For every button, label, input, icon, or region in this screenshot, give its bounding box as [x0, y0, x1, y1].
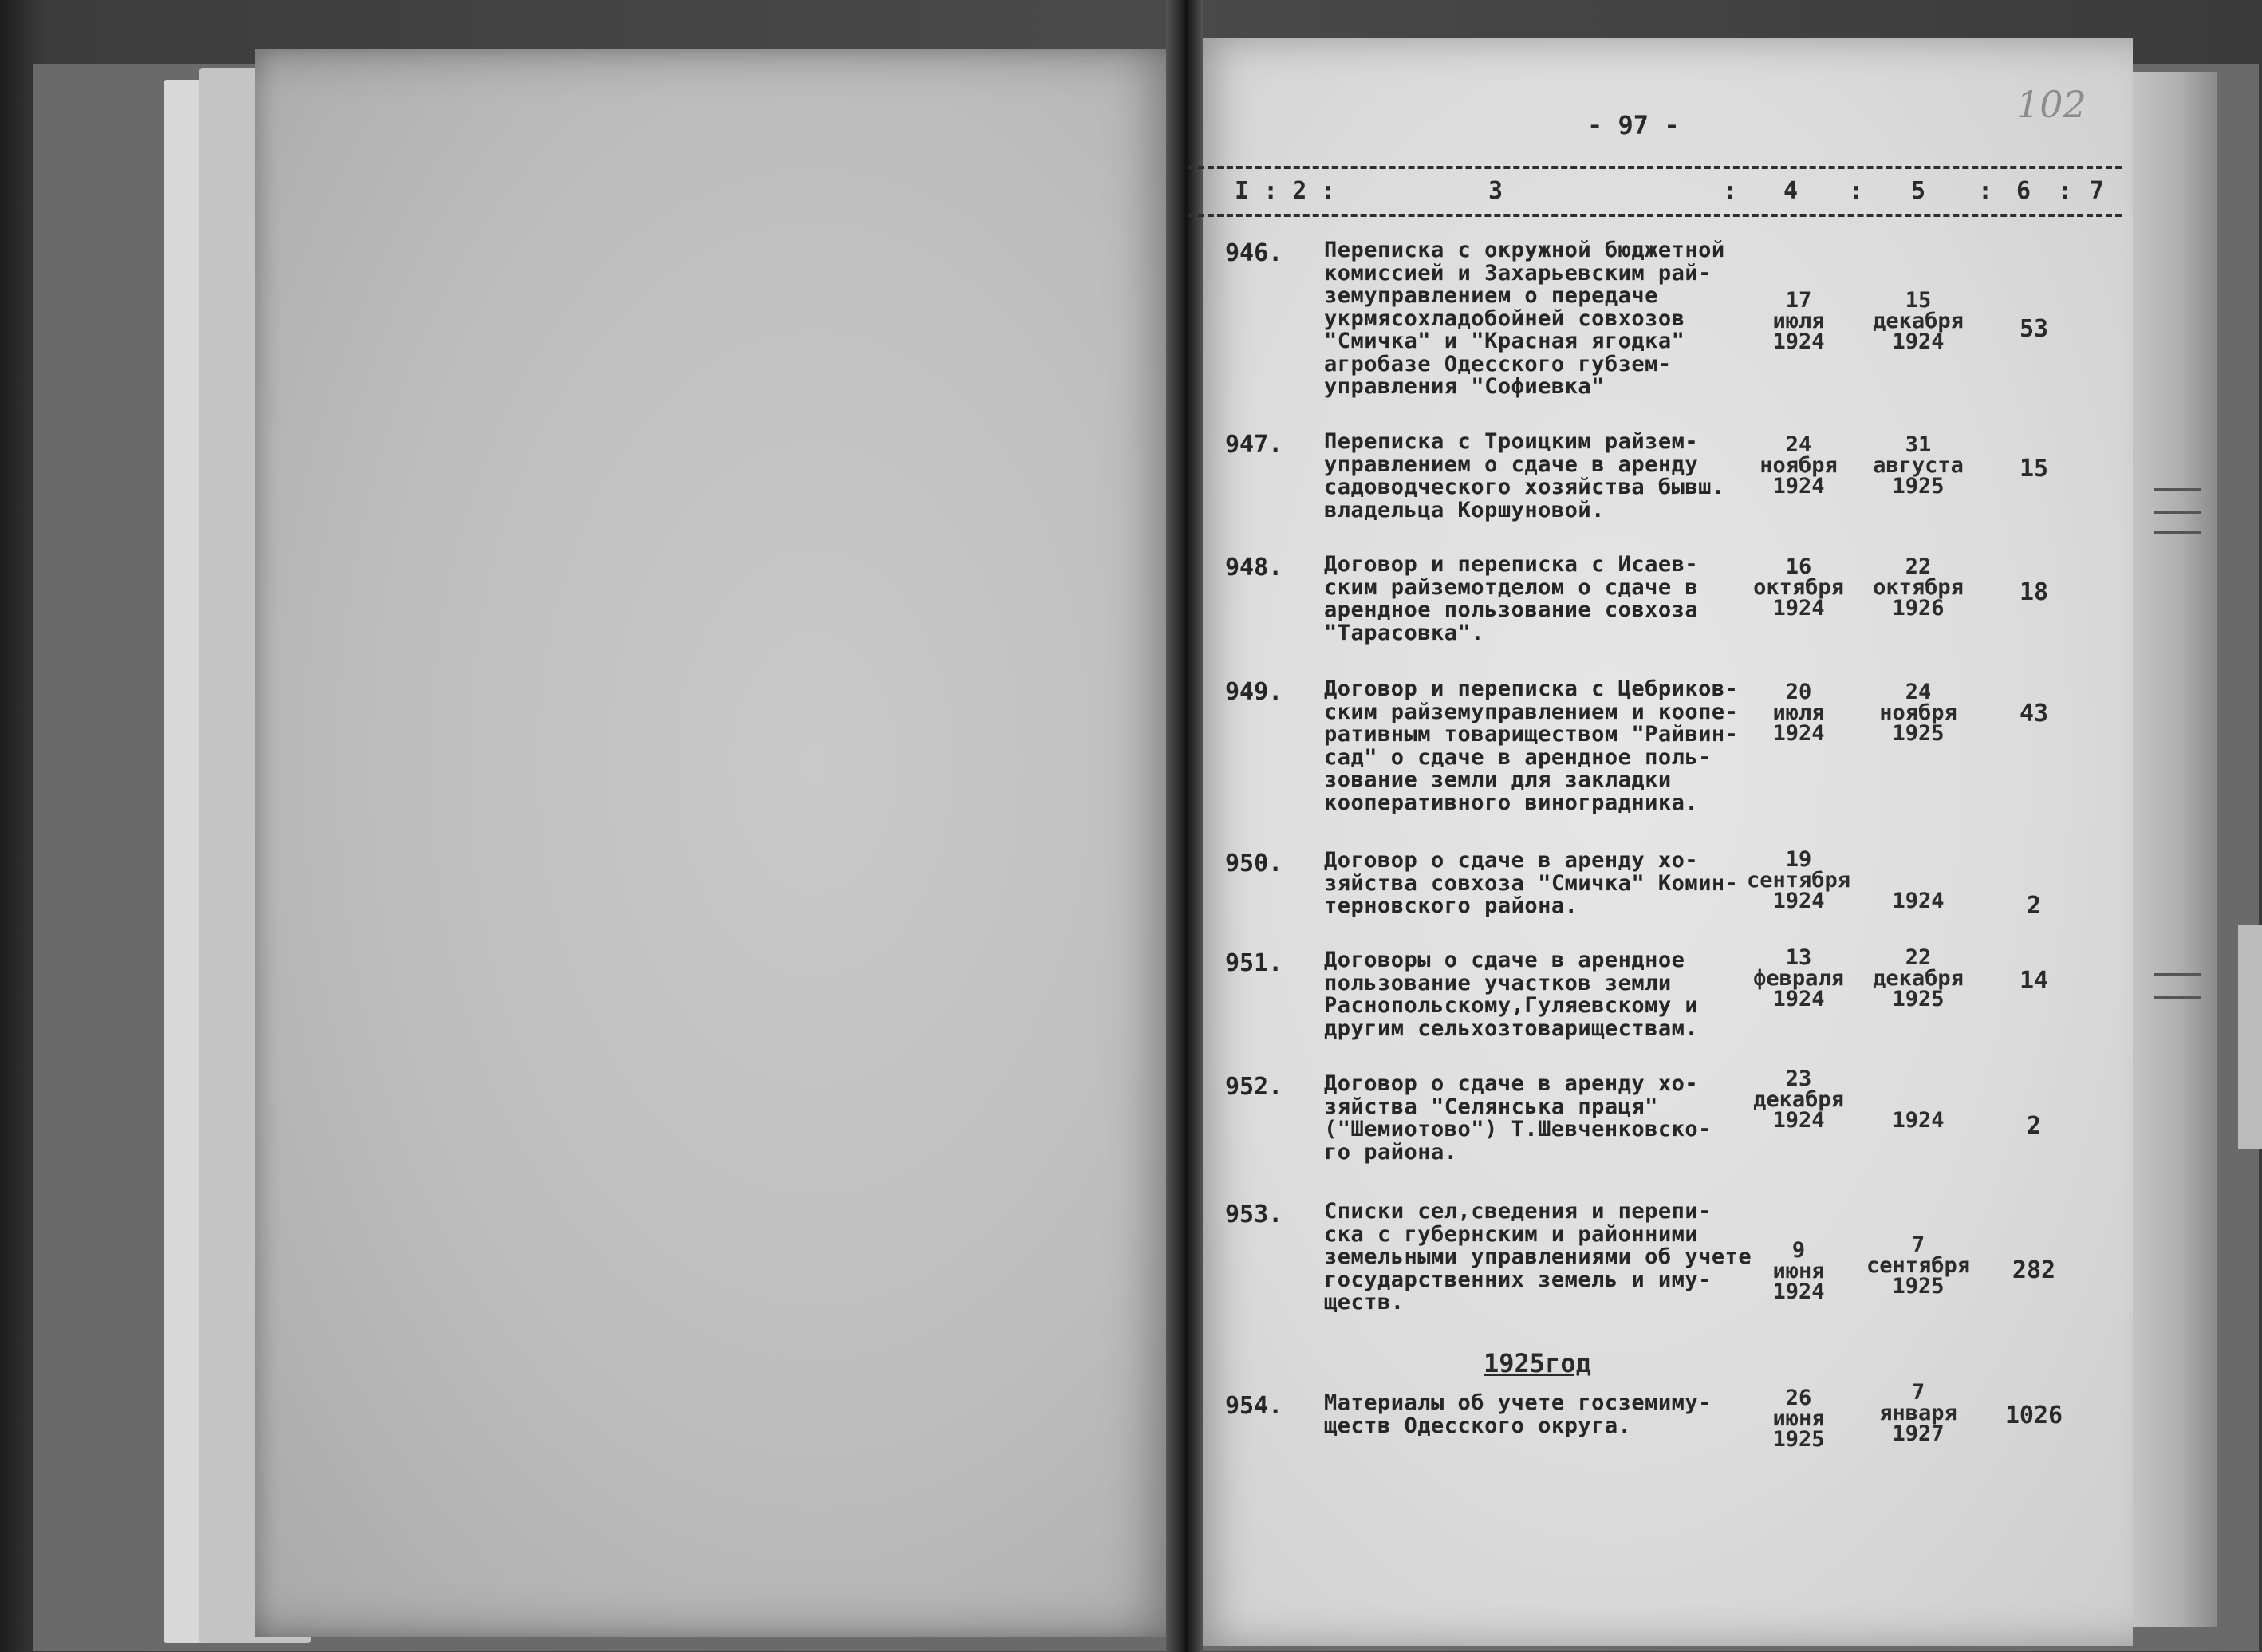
start-date-part: октября: [1753, 575, 1844, 600]
entry-title-line: сад" о сдаче в арендное поль-: [1324, 744, 1712, 770]
header-sep: :: [1723, 177, 1738, 205]
entry-title-line: зование земли для закладки: [1324, 767, 1672, 792]
end-date: [1850, 1232, 1986, 1299]
entry-number: 946.: [1225, 239, 1283, 267]
end-date-part: декабря: [1873, 966, 1964, 991]
entry-number: 949.: [1225, 678, 1283, 706]
entry-title-line: терновского района.: [1324, 893, 1578, 918]
start-date: [1731, 945, 1866, 1011]
entry-title-line: ществ Одесского округа.: [1324, 1413, 1632, 1438]
header-sep: :: [1849, 177, 1864, 205]
entry-number: 954.: [1225, 1392, 1283, 1420]
start-date-part: 13: [1785, 945, 1812, 970]
right-page-edges: [2122, 72, 2217, 1627]
entry-title-line: ществ.: [1324, 1290, 1405, 1315]
header-sep: :: [1978, 177, 1993, 205]
entry-number: 950.: [1225, 850, 1283, 877]
start-date-part: 24: [1785, 432, 1812, 457]
sheet-count: 18: [2019, 578, 2049, 606]
header-rule-top: [1188, 166, 2122, 169]
edge-mark: [2154, 996, 2201, 999]
start-date-part: июля: [1772, 309, 1825, 333]
end-date-part: 7: [1911, 1380, 1925, 1405]
end-date-part: 1924: [1892, 889, 1945, 913]
left-page-blank: [255, 49, 1187, 1637]
end-date: [1850, 432, 1986, 499]
start-date: [1731, 682, 1866, 744]
start-date: [1731, 1388, 1866, 1450]
header-col-5: 5: [1911, 177, 1926, 205]
entry-title-line: земельными управлениями об учете: [1324, 1244, 1752, 1269]
edge-mark: [2154, 973, 2201, 976]
end-date-part: 1927: [1892, 1421, 1945, 1446]
header-col-7: 7: [2090, 177, 2105, 205]
end-date: [1850, 290, 1986, 353]
start-date-part: 9: [1791, 1238, 1806, 1263]
entry-title-line: кооперативного виноградника.: [1324, 790, 1699, 815]
book-gutter: [1166, 0, 1203, 1652]
start-date-part: 16: [1785, 554, 1812, 579]
end-date: [1850, 1069, 1986, 1131]
entry-title-line: зяйства "Селянська праця": [1324, 1094, 1658, 1119]
entry-title-line: Договор о сдаче в аренду хо-: [1324, 848, 1699, 873]
entry-title-line: государственних земель и иму-: [1324, 1267, 1712, 1292]
entry-title-line: Списки сел,сведения и перепи-: [1324, 1199, 1712, 1224]
end-date-part: 7: [1911, 1232, 1925, 1257]
section-heading-1925: 1925год: [1484, 1348, 1591, 1378]
start-date-part: 20: [1785, 680, 1812, 704]
entry-title-line: владельца Коршуновой.: [1324, 497, 1605, 522]
end-date-part: 1925: [1892, 987, 1945, 1011]
end-date-part: 31: [1905, 432, 1932, 457]
header-col-4: 4: [1783, 177, 1799, 205]
end-date: [1850, 850, 1986, 912]
entry-title-line: "Тарасовка".: [1324, 620, 1485, 645]
start-date-part: 1924: [1772, 987, 1825, 1011]
entry-title-line: Договор и переписка с Исаев-: [1324, 552, 1699, 577]
header-col-1-2: I : 2 :: [1235, 177, 1336, 205]
start-date-part: февраля: [1753, 966, 1844, 991]
end-date-part: 22: [1905, 945, 1932, 970]
sheet-count: 43: [2019, 700, 2049, 727]
entry-title-line: арендное пользование совхоза: [1324, 597, 1699, 622]
end-date-part: 1925: [1892, 721, 1945, 746]
edge-mark: [2154, 511, 2201, 514]
entry-title-line: агробазе Одесского губзем-: [1324, 351, 1672, 377]
end-date-part: сентября: [1866, 1253, 1971, 1278]
entry-title-line: ским райземуправлением и коопе-: [1324, 699, 1739, 724]
header-col-6: 6: [2016, 177, 2031, 205]
entry-title-line: Договор о сдаче в аренду хо-: [1324, 1071, 1699, 1096]
end-date-part: 1925: [1892, 474, 1945, 499]
header-sep: :: [2058, 177, 2073, 205]
start-date-part: декабря: [1753, 1087, 1844, 1112]
start-date-part: 26: [1785, 1386, 1812, 1410]
end-date: [1850, 1382, 1986, 1445]
entry-title-line: управления "Софиевка": [1324, 374, 1605, 399]
end-date-part: 1925: [1892, 1274, 1945, 1299]
end-date: [1850, 682, 1986, 744]
start-date-part: 1924: [1772, 1108, 1825, 1133]
header-col-3: 3: [1488, 177, 1503, 205]
start-date-part: 23: [1785, 1067, 1812, 1091]
sheet-count: 53: [2019, 315, 2049, 343]
header-rule-bottom: [1188, 214, 2122, 217]
entry-title-line: ративным товариществом "Райвин-: [1324, 722, 1739, 747]
end-date-part: 24: [1905, 680, 1932, 704]
entry-title-line: земуправлением о передаче: [1324, 283, 1658, 308]
entry-title-line: ска с губернским и районними: [1324, 1221, 1699, 1247]
end-date-part: 1924: [1892, 1108, 1945, 1133]
start-date-part: 1924: [1772, 329, 1825, 354]
entry-title-line: Договоры о сдаче в арендное: [1324, 948, 1685, 972]
entry-title-line: го района.: [1324, 1139, 1458, 1165]
start-date-part: 19: [1785, 847, 1812, 872]
end-date-part: 15: [1905, 288, 1932, 313]
edge-mark: [2154, 531, 2201, 534]
entry-title-line: зяйства совхоза "Смичка" Комин-: [1324, 870, 1739, 896]
end-date-part: ноября: [1879, 700, 1957, 725]
start-date: [1731, 432, 1866, 499]
start-date: [1731, 1069, 1866, 1131]
entry-title-line: Переписка с окружной бюджетной: [1324, 238, 1725, 262]
sheet-count: 282: [2012, 1256, 2056, 1284]
entry-title-line: пользование участков земли: [1324, 970, 1672, 996]
entry-number: 948.: [1225, 554, 1283, 582]
entry-title-line: "Смичка" и "Красная ягодка": [1324, 329, 1685, 353]
start-date-part: 1925: [1772, 1427, 1825, 1452]
end-date-part: 22: [1905, 554, 1932, 579]
start-date-part: 1924: [1772, 1279, 1825, 1304]
start-date: [1731, 847, 1866, 913]
end-date-part: октября: [1873, 575, 1964, 600]
start-date: [1731, 1240, 1866, 1303]
start-date-part: 1924: [1772, 721, 1825, 746]
sheet-count: 15: [2019, 455, 2049, 483]
paper-tab: [2238, 925, 2262, 1149]
entry-title-line: Договор и переписка с Цебриков-: [1324, 676, 1739, 701]
entry-title-line: садоводческого хозяйства бывш.: [1324, 475, 1725, 499]
start-date: [1731, 290, 1866, 353]
start-date-part: 17: [1785, 288, 1812, 313]
sheet-count: 14: [2019, 967, 2049, 995]
entry-title-line: Материалы об учете госземиму-: [1324, 1390, 1712, 1415]
start-date-part: 1924: [1772, 474, 1825, 499]
end-date-part: января: [1879, 1401, 1957, 1425]
start-date-part: ноября: [1760, 453, 1838, 478]
start-date: [1731, 554, 1866, 621]
entry-number: 953.: [1225, 1201, 1283, 1228]
entry-title-line: Раснопольскому,Гуляевскому и: [1324, 993, 1699, 1018]
start-date-part: июля: [1772, 700, 1825, 725]
end-date: [1850, 554, 1986, 621]
start-date-part: июня: [1772, 1259, 1825, 1283]
entry-title-line: комиссией и Захарьевским рай-: [1324, 260, 1712, 286]
start-date-part: 1924: [1772, 889, 1825, 913]
end-date-part: 1926: [1892, 596, 1945, 621]
entry-number: 947.: [1225, 431, 1283, 459]
sheet-count: 2: [2026, 1112, 2042, 1140]
end-date-part: августа: [1873, 453, 1964, 478]
start-date-part: июня: [1772, 1406, 1825, 1431]
end-date: [1850, 945, 1986, 1011]
end-date-part: 1924: [1892, 329, 1945, 354]
folio-number: 102: [2016, 83, 2087, 126]
entry-title-line: другим сельхозтовариществам.: [1324, 1015, 1699, 1041]
start-date-part: 1924: [1772, 596, 1825, 621]
entry-number: 951.: [1225, 949, 1283, 977]
page-number: - 97 -: [1587, 110, 1680, 140]
sheet-count: 1026: [2004, 1402, 2063, 1429]
entry-title-line: управлением о сдаче в аренду: [1324, 451, 1699, 477]
end-date-part: декабря: [1873, 309, 1964, 333]
sheet-count: 2: [2026, 892, 2042, 920]
entry-title-line: ("Шемиотово") Т.Шевченковско-: [1324, 1117, 1712, 1141]
entry-title-line: Переписка с Троицким райзем-: [1324, 429, 1699, 454]
edge-mark: [2154, 488, 2201, 491]
entry-number: 952.: [1225, 1073, 1283, 1101]
start-date-part: сентября: [1746, 868, 1851, 893]
entry-title-line: укрмясохладобойней совхозов: [1324, 306, 1685, 331]
entry-title-line: ским райземотделом о сдаче в: [1324, 574, 1699, 600]
